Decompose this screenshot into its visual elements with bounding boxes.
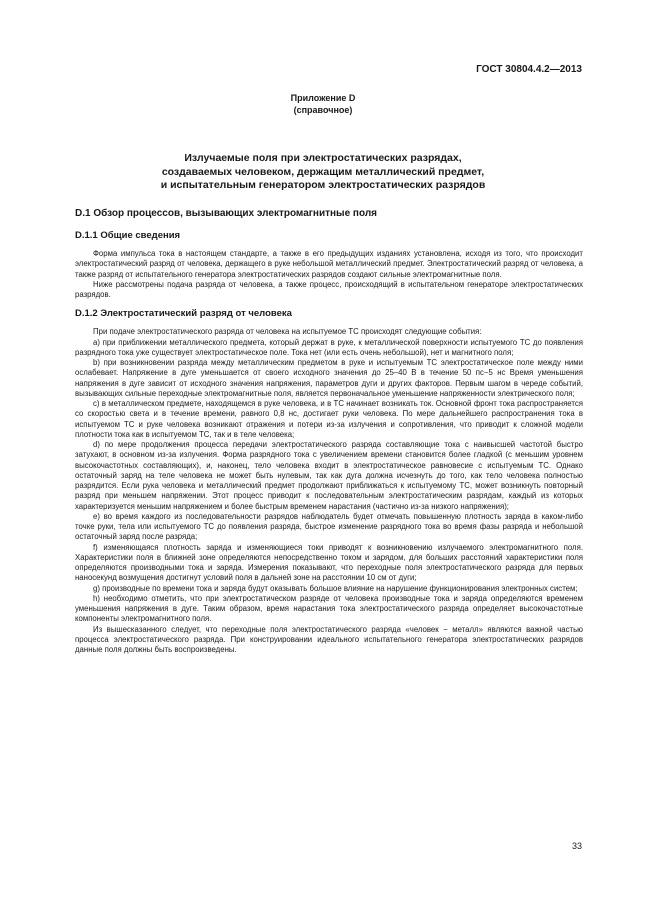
paragraph: Форма импульса тока в настоящем стандарте, а также в его предыдущих изданиях установлена, исходя из того, что происходит электростатический разряд от человека, держащего в руке небольшой металлический предмет. Электростатический разряд от человека, а также разряд от испытательного генератора электростатических разрядов создают сильные электромагнитные поля. [75,249,583,279]
list-item-g: g) производные по времени тока и заряда будут оказывать большое влияние на нарушение функционирования электронных систем; [93,583,578,593]
appendix-subtitle: (справочное) [293,105,353,115]
title-line: создаваемых человеком, держащим металлический предмет, [161,165,485,178]
document-title [60,152,586,193]
list-item-d: d) по мере продолжения процесса передачи электростатического разряда составляющие тока с наивысшей частотой быстро затухают, в основном из-за излучения. Форма разрядного тока с увеличением времени становится более гладкой (с меньшим уровнем высокочастотных составляющих), и, наконец, тело человека входит в электростатическое равновесие с испытуемым ТС. Однако остаточный заряд на теле человека не может быть нулевым, так как дуга должна исчезнуть до того, как тело человека полностью разрядится. Если рука человека и металлический предмет продолжают приближаться к испытуемому ТС, может возникнуть повторный разряд при меньшем напряжении. Этот процесс приводит к последовательным электростатическим разрядам, каждый из которых характеризуется меньшим напряжением и более быстрым временем нарастания (частично из-за низкого напряжения); [75,440,583,511]
list-item-a: a) при приближении металлического предмета, который держат в руке, к металлической поверхности испытуемого ТС до появления разрядного тока уже существует электростатическое поле. Тока нет (или есть очень небольшой), нет и магнитного поля; [75,337,583,357]
list-item-h: h) необходимо отметить, что при электростатическом разряде от человека производные тока и заряда определяются временем уменьшения напряжения в дуге. Таким образом, время нарастания тока электростатического разряда определяет высокочастотные компоненты электромагнитного поля. [75,593,583,624]
paragraph: Ниже рассмотрены подача разряда от человека, а также процесс, происходящий в испытательном генераторе электростатических разрядов. [75,279,583,299]
standard-number: ГОСТ 30804.4.2—2013 [476,64,582,75]
title-line: Излучаемые поля при электростатических разрядах, [184,152,462,164]
section-heading-d12: D.1.2 Электростатический разряд от человека [75,308,292,320]
paragraph: Из вышесказанного следует, что переходные поля электростатического разряда «человек − металл» являются важной частью процесса электростатического разряда. При конструировании идеального испытательного генератора электростатических разрядов данные поля должны быть воспроизведены. [75,624,583,654]
appendix-header [0,92,646,116]
list-item-f: f) изменяющаяся плотность заряда и изменяющиеся токи приводят к возникновению излучаемого электромагнитного поля. Характеристики поля в ближней зоне определяются непосредственно током и зарядом, для больших расстояний характеристики поля определяются производными тока и заряда. Измерения показывают, что переходные поля электростатического разряда для первых наносекунд возмущения достигнут условий поля в дальней зоне на расстоянии 10 см от дуги; [75,542,583,583]
appendix-title: Приложение D [290,93,356,103]
list-item-b: b) при возникновении разряда между металлическим предметом в руке и испытуемым ТС электростатическое поле между ними ослабевает. Напряжение в дуге уменьшается от своего исходного значения до 25–40 В в течение 50 пс−5 нс Время уменьшения напряжения в дуге зависит от исходного значения напряжения, параметров дуги и других факторов. Первым шагом в череде событий, вызывающих сильные переходные электромагнитные поля, является первоначальное уменьшение напряженности электрического поля; [75,358,583,398]
title-line: и испытательным генератором электростатических разрядов [160,179,486,191]
list-item-c: c) в металлическом предмете, находящемся в руке человека, и в ТС начинает возникать ток. Основной фронт тока распространяется со скоростью света и в течение времени, равного 0,8 нс, достигает руки человека. По мере дальнейшего распространения тока в испытуемом ТС и руке человека возникают отражения и потери из-за излучения и сопротивления, что приводит к сложной модели плотности тока как в испытуемом ТС, так и в теле человека; [75,399,583,439]
list-item-e: e) во время каждого из последовательности разрядов наблюдатель будет отмечать повышенную плотность заряда в каком-либо точке руки, тела или испытуемого ТС до появления разряда, быстрое изменение разрядного тока во время фазы разряда и небольшой остаточный заряд после разряда; [75,511,583,542]
section-heading-d1: D.1 Обзор процессов, вызывающих электромагнитные поля [75,208,378,219]
section-heading-d11: D.1.1 Общие сведения [75,230,181,241]
page-number: 33 [571,841,582,851]
document-body [75,208,583,655]
paragraph: При подаче электростатического разряда от человека на испытуемое ТС происходят следующие события: [93,327,482,337]
